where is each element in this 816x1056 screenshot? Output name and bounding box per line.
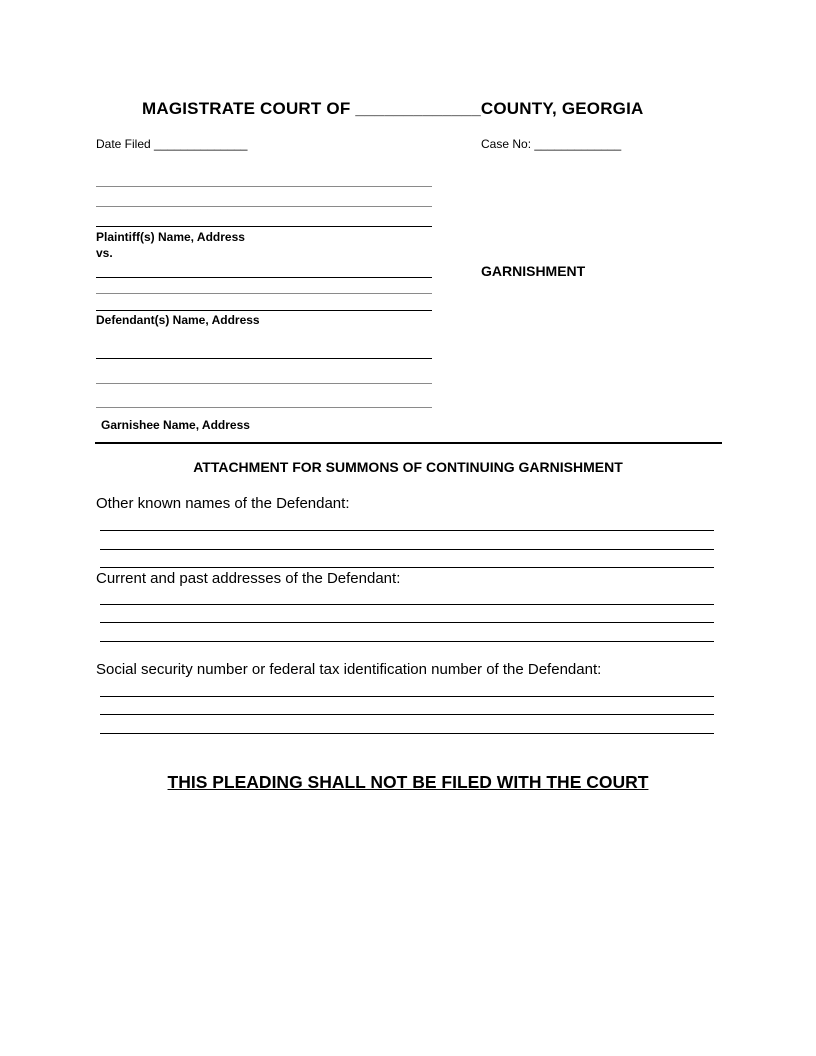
plaintiff-line[interactable] — [96, 226, 432, 227]
addresses-label: Current and past addresses of the Defendant: — [96, 570, 401, 587]
ssn-line[interactable] — [100, 733, 714, 734]
case-no-field[interactable]: _____________ — [534, 137, 622, 151]
vs-label: vs. — [96, 246, 113, 260]
defendant-line[interactable] — [96, 277, 432, 278]
addresses-line[interactable] — [100, 622, 714, 623]
county-blank[interactable]: _____________ — [355, 99, 481, 118]
other-names-line[interactable] — [100, 567, 714, 568]
other-names-line[interactable] — [100, 530, 714, 531]
other-names-label: Other known names of the Defendant: — [96, 495, 350, 512]
defendant-line[interactable] — [96, 293, 432, 294]
date-filed-label: Date Filed — [96, 137, 151, 151]
court-name-prefix: MAGISTRATE COURT OF — [142, 99, 351, 118]
court-name-suffix: COUNTY, GEORGIA — [480, 99, 644, 118]
date-filed-field[interactable]: ______________ — [154, 137, 248, 151]
garnishee-line[interactable] — [96, 358, 432, 359]
ssn-line[interactable] — [100, 696, 714, 697]
ssn-label: Social security number or federal tax identification number of the Defendant: — [96, 661, 602, 678]
document-type-title: GARNISHMENT — [481, 263, 586, 279]
garnishee-label: Garnishee Name, Address — [101, 418, 250, 432]
filing-notice: THIS PLEADING SHALL NOT BE FILED WITH THE COURT — [167, 772, 649, 792]
defendant-label: Defendant(s) Name, Address — [96, 313, 260, 327]
plaintiff-label: Plaintiff(s) Name, Address — [96, 230, 245, 244]
plaintiff-line[interactable] — [96, 206, 432, 207]
section-divider — [95, 442, 722, 444]
case-no-label: Case No: — [481, 137, 532, 151]
attachment-heading: ATTACHMENT FOR SUMMONS OF CONTINUING GARNISHMENT — [193, 459, 623, 475]
addresses-line[interactable] — [100, 641, 714, 642]
garnishee-line[interactable] — [96, 383, 432, 384]
ssn-line[interactable] — [100, 714, 714, 715]
addresses-line[interactable] — [100, 604, 714, 605]
garnishee-line[interactable] — [96, 407, 432, 408]
other-names-line[interactable] — [100, 549, 714, 550]
defendant-line[interactable] — [96, 310, 432, 311]
plaintiff-line[interactable] — [96, 186, 432, 187]
